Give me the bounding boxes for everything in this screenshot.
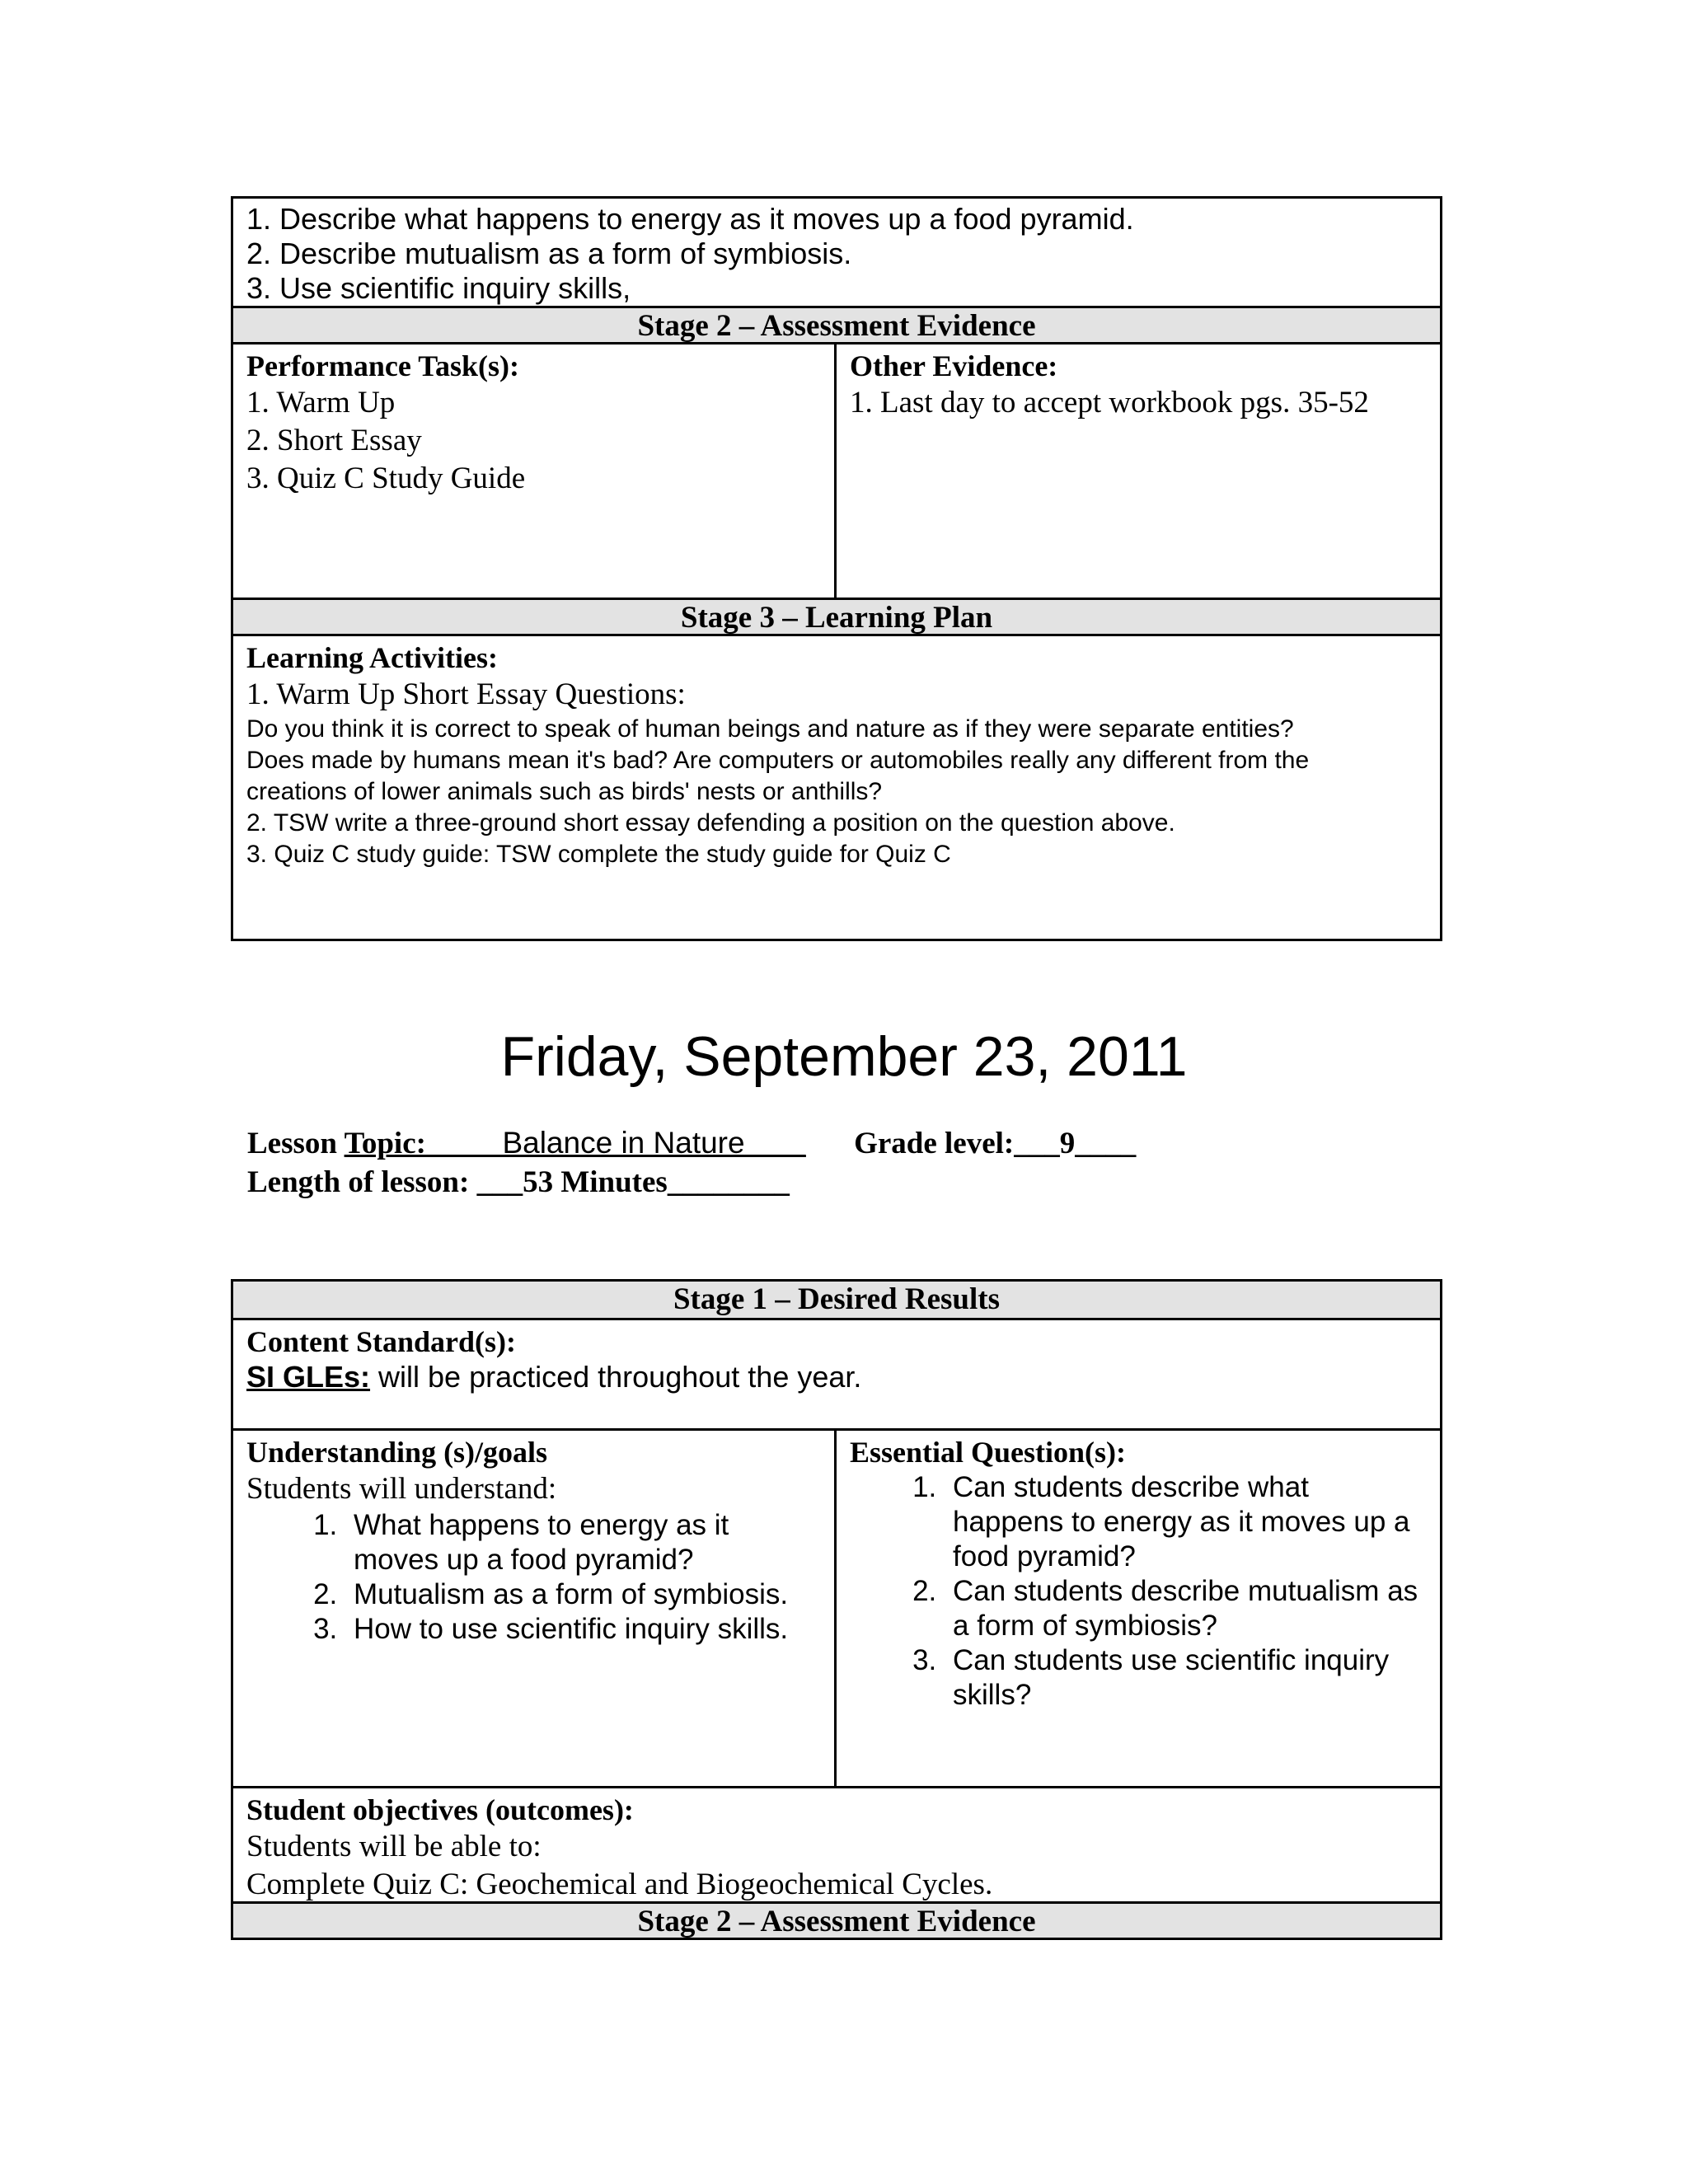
- student-objectives-intro: Students will be able to:: [246, 1830, 542, 1863]
- understanding-list: [246, 1508, 821, 1647]
- stage3-header: Stage 3 – Learning Plan: [233, 598, 1440, 634]
- performance-tasks-cell: [233, 344, 837, 598]
- performance-tasks-title: Performance Task(s):: [246, 349, 519, 382]
- list-item: 2. Mutualism as a form of symbiosis.: [345, 1577, 804, 1612]
- learning-activity-item: 1. Warm Up Short Essay Questions:: [246, 677, 686, 711]
- si-gles-line: [246, 1360, 1427, 1394]
- stage2-header: Stage 2 – Assessment Evidence: [233, 306, 1440, 342]
- essential-questions-cell: [837, 1431, 1440, 1786]
- si-gles-label: SI GLEs:: [246, 1360, 371, 1394]
- top-lesson-table: [231, 196, 1442, 941]
- essential-questions-list: [850, 1470, 1427, 1713]
- learning-activities-cell: [233, 634, 1440, 939]
- lesson-prefix: Lesson: [247, 1127, 345, 1160]
- content-standard-cell: [233, 1318, 1440, 1428]
- objective-line: 2. Describe mutualism as a form of symbiosis.: [246, 237, 852, 270]
- performance-task-item: 1. Warm Up: [246, 386, 396, 419]
- bottom-lesson-table: [231, 1279, 1442, 1940]
- performance-task-item: 3. Quiz C Study Guide: [246, 462, 526, 495]
- learning-activity-item: 2. TSW write a three-ground short essay defending a position on the question above.: [246, 809, 1175, 837]
- topic-label: Topic:: [344, 1127, 426, 1160]
- essay-question-line: Do you think it is correct to speak of human beings and nature as if they were separate entities?: [246, 715, 1294, 743]
- understanding-title: Understanding (s)/goals: [246, 1436, 548, 1469]
- essay-question-line: creations of lower animals such as birds' nests or anthills?: [246, 778, 883, 805]
- topic-value: Balance in Nature: [502, 1126, 745, 1160]
- topic-blank: ____: [744, 1127, 806, 1160]
- grade-value: ___9____: [1014, 1127, 1137, 1160]
- other-evidence-item: 1. Last day to accept workbook pgs. 35-52: [850, 386, 1369, 419]
- objective-line: 3. Use scientific inquiry skills,: [246, 271, 631, 305]
- understanding-cell: [233, 1431, 837, 1786]
- date-heading: Friday, September 23, 2011: [500, 1025, 1188, 1088]
- list-item: 3. How to use scientific inquiry skills.: [345, 1612, 804, 1647]
- lesson-topic-line: [247, 1124, 1136, 1163]
- assessment-row: [233, 342, 1440, 598]
- lesson-length-line: [247, 1164, 790, 1202]
- student-objectives-title: Student objectives (outcomes):: [246, 1793, 634, 1826]
- length-value: ___53 Minutes________: [476, 1165, 790, 1199]
- other-evidence-cell: [837, 344, 1440, 598]
- list-item: 1. Can students describe what happens to energy as it moves up a food pyramid?: [945, 1470, 1427, 1574]
- list-item: 2. Can students describe mutualism as a form of symbiosis?: [945, 1574, 1427, 1643]
- other-evidence-title: Other Evidence:: [850, 349, 1058, 382]
- student-objectives-text: Complete Quiz C: Geochemical and Biogeochemical Cycles.: [246, 1868, 993, 1901]
- si-gles-text: will be practiced throughout the year.: [370, 1360, 862, 1394]
- learning-activities-title: Learning Activities:: [246, 641, 498, 674]
- objectives-cell: [233, 199, 1440, 306]
- learning-activity-item: 3. Quiz C study guide: TSW complete the study guide for Quiz C: [246, 841, 951, 868]
- stage1-header: Stage 1 – Desired Results: [233, 1282, 1440, 1318]
- student-objectives-cell: [233, 1786, 1440, 1901]
- content-standard-title: Content Standard(s):: [246, 1325, 517, 1358]
- essential-questions-title: Essential Question(s):: [850, 1436, 1127, 1469]
- essay-question-line: Does made by humans mean it's bad? Are computers or automobiles really any different from the: [246, 747, 1310, 774]
- list-item: 1. What happens to energy as it moves up a food pyramid?: [345, 1508, 804, 1577]
- understanding-row: [233, 1428, 1440, 1786]
- length-label: Length of lesson:: [247, 1165, 477, 1199]
- understanding-intro: Students will understand:: [246, 1472, 557, 1506]
- performance-task-item: 2. Short Essay: [246, 424, 422, 457]
- stage2-header-bottom: Stage 2 – Assessment Evidence: [233, 1901, 1440, 1938]
- list-item: 3. Can students use scientific inquiry skills?: [945, 1643, 1427, 1713]
- objective-line: 1. Describe what happens to energy as it moves up a food pyramid.: [246, 202, 1134, 236]
- topic-blank: _____: [425, 1127, 503, 1160]
- grade-label: Grade level:: [854, 1127, 1015, 1160]
